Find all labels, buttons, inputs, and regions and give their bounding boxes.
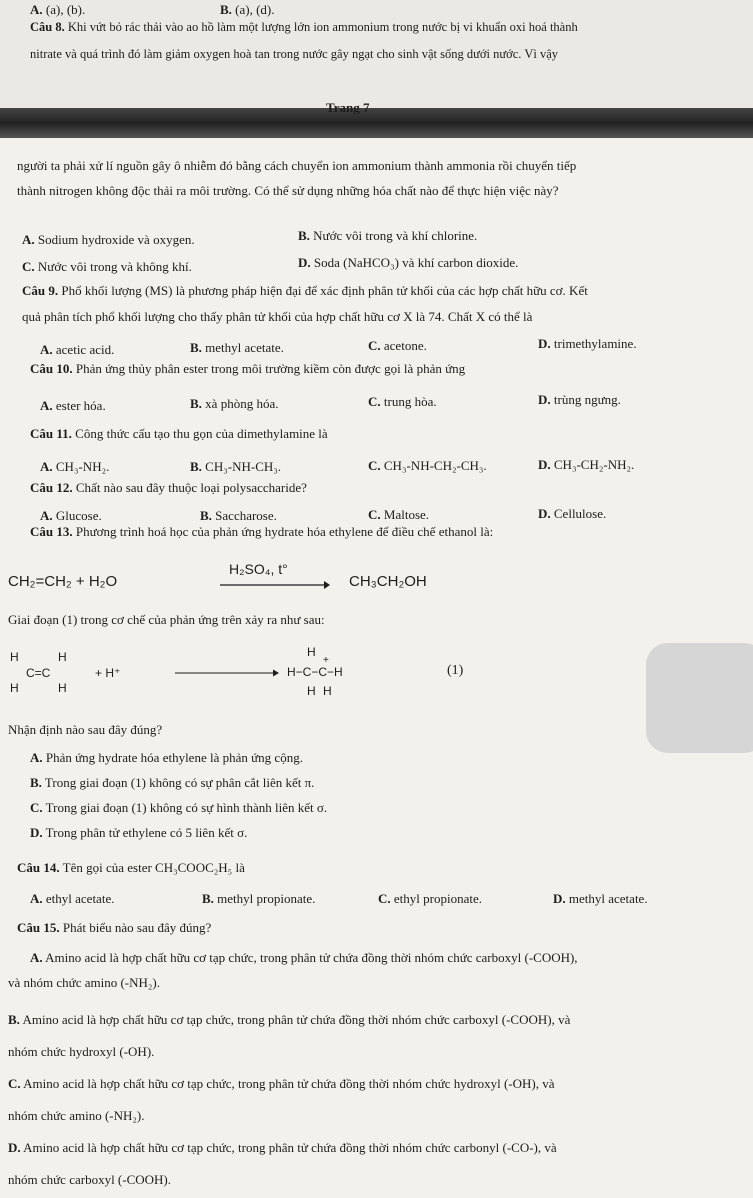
q15-option-d-line-2: nhóm chức carboxyl (-COOH). bbox=[8, 1172, 172, 1187]
q8-line-3: người ta phải xử lí nguồn gây ô nhiễm đó bằng cách chuyển ion ammonium thành ammonia rồi chuyển tiếp bbox=[17, 158, 577, 173]
q15-option-a-line-1: A. Amino acid là hợp chất hữu cơ tạp chức, trong phân tử chứa đồng thời nhóm chức carboxyl (-COOH), bbox=[30, 950, 578, 965]
proton-reagent: + H⁺ bbox=[95, 666, 121, 680]
prev-option-b: B. (a), (d). bbox=[220, 2, 275, 17]
q13-option-c: C. Trong giai đoạn (1) không có sự hình thành liên kết σ. bbox=[30, 800, 328, 815]
q15-line-1: Câu 15. Phát biểu nào sau đây đúng? bbox=[17, 920, 212, 935]
q11-option-c: C. CH₃-NH-CH₂-CH₃. bbox=[368, 458, 487, 473]
q10-option-b: B. xà phòng hóa. bbox=[190, 396, 279, 411]
page-number-label: Trang 7 bbox=[326, 100, 370, 115]
q9-line-2: quả phân tích phổ khối lượng cho thấy phân tử khối của hợp chất hữu cơ X là 74. Chất X có thể là bbox=[22, 309, 533, 324]
document-page: A. (a), (b). B. (a), (d). Câu 8. Khi vứt bỏ rác thải vào ao hồ làm một lượng lớn ion ammonium trong nước bị vi khuẩn oxi hoá thành nitrate và quá trình đó làm giảm oxygen hoà tan trong nước gây ngạt cho sinh vật sống dưới nước. Vì vậy Trang 7 người ta phải xử lí nguồn gây ô nhiễm đó bằng cách chuyển ion ammonium thành ammonia rồi chuyển tiếp thành nitrogen không độc thải ra môi trường. Có thể sử dụng những hóa chất nào để thực hiện việc này? A. Sodium hydroxide và oxygen. B. Nước vôi trong và khí chlorine. C. Nước vôi trong và không khí. D. Soda (NaHCO₃) và khí carbon dioxide. Câu 9. Phổ khối lượng (MS) là phương pháp hiện đại để xác định phân tử khối của các hợp chất hữu cơ. Kết quả phân tích phổ khối lượng cho thấy phân tử khối của hợp chất hữu cơ X là 74. Chất X có thể là A. acetic acid. B. methyl acetate. C. acetone. D. trimethylamine. Câu 10. Phản ứng thủy phân ester trong môi trường kiềm còn được gọi là phản ứng A. ester hóa. B. xà phòng hóa. C. trung hòa. D. trùng ngưng. Câu 11. Công thức cấu tạo thu gọn của dimethylamine là A. CH₃-NH₂. B. CH₃-NH-CH₃. C. CH₃-NH-CH₂-CH₃. D. CH₃-CH₂-NH₂. Câu 12. Chất nào sau đây thuộc loại polysaccharide? A. Glucose. B. Saccharose. C. Maltose. D. Cellulose. Câu 13. Phương trình hoá học của phản ứng hydrate hóa ethylene để điều chế ethanol là: CH₂=CH₂ + H₂O H₂SO₄, t° CH₃CH₂OH Giai đoạn (1) trong cơ chế của phản ứng trên xảy ra như sau: H H C=C H H + H⁺ H H−C−C−H + H H (1) Nhận định nào sau đây đúng? A. Phản ứng hydrate hóa ethylene là phản ứng cộng. B. Trong giai đoạn (1) không có sự phân cắt liên kết π. C. Trong giai đoạn (1) không có sự hình thành liên kết σ. D. Trong phân tử ethylene có 5 liên kết σ. Câu 14. Tên gọi của ester CH₃COOC₂H₅ là A. ethyl acetate. B. methyl propionate. C. ethyl propionate. D. methyl acetate. Câu 15. Phát biểu nào sau đây đúng? A. Amino acid là hợp chất hữu cơ tạp chức, trong phân tử chứa đồng thời nhóm chức carboxyl (-COOH), và nhóm chức amino (-NH₂). B. Amino acid là hợp chất hữu cơ tạp chức, trong phân tử chứa đồng thời nhóm chức carboxyl (-COOH), và nhóm chức hydroxyl (-OH). C. Amino acid là hợp chất hữu cơ tạp chức, trong phân tử chứa đồng thời nhóm chức hydroxyl (-OH), và nhóm chức amino (-NH₂). D. Amino acid là hợp chất hữu cơ tạp chức, trong phân tử chứa đồng thời nhóm chức carbonyl (-CO-), và nhóm chức carboxyl (-COOH). bbox=[0, 0, 753, 1198]
q9-line-1: Câu 9. Phổ khối lượng (MS) là phương pháp hiện đại để xác định phân tử khối của các hợp chất hữu cơ. Kết bbox=[22, 283, 588, 298]
q9-option-b: B. methyl acetate. bbox=[190, 340, 284, 355]
equation-reactants: CH₂=CH₂ + H₂O bbox=[8, 573, 118, 590]
q15-option-b-line-1: B. Amino acid là hợp chất hữu cơ tạp chức, trong phân tử chứa đồng thời nhóm chức carboxyl (-COOH), và bbox=[8, 1012, 571, 1027]
q14-option-d: D. methyl acetate. bbox=[553, 891, 648, 906]
q12-option-b: B. Saccharose. bbox=[200, 508, 277, 523]
page-divider-shadow bbox=[0, 108, 753, 138]
q12-option-c: C. Maltose. bbox=[368, 507, 430, 522]
q14-option-b: B. methyl propionate. bbox=[202, 891, 316, 906]
q11-option-d: D. CH₃-CH₂-NH₂. bbox=[538, 457, 635, 472]
q11-line-1: Câu 11. Công thức cấu tạo thu gọn của dimethylamine là bbox=[30, 426, 328, 441]
q8-option-c: C. Nước vôi trong và không khí. bbox=[22, 259, 192, 274]
q10-option-a: A. ester hóa. bbox=[40, 398, 106, 413]
q15-option-a-line-2: và nhóm chức amino (-NH₂). bbox=[8, 975, 161, 990]
q13-option-d: D. Trong phân tử ethylene có 5 liên kết σ. bbox=[30, 825, 248, 840]
mechanism-arrow-icon bbox=[175, 668, 279, 678]
q12-line-1: Câu 12. Chất nào sau đây thuộc loại polysaccharide? bbox=[30, 480, 307, 495]
q14-option-a: A. ethyl acetate. bbox=[30, 891, 115, 906]
q8-option-a: A. Sodium hydroxide và oxygen. bbox=[22, 232, 195, 247]
q10-option-d: D. trùng ngưng. bbox=[538, 392, 621, 407]
q13-question: Nhận định nào sau đây đúng? bbox=[8, 722, 163, 737]
q8-option-b: B. Nước vôi trong và khí chlorine. bbox=[298, 228, 478, 243]
q13-line-2: Giai đoạn (1) trong cơ chế của phản ứng trên xảy ra như sau: bbox=[8, 612, 325, 627]
equation-product: CH₃CH₂OH bbox=[349, 573, 427, 590]
step-label: (1) bbox=[447, 663, 464, 678]
q12-option-d: D. Cellulose. bbox=[538, 506, 607, 521]
q13-option-b: B. Trong giai đoạn (1) không có sự phân cắt liên kết π. bbox=[30, 775, 315, 790]
q14-option-c: C. ethyl propionate. bbox=[378, 891, 482, 906]
q15-option-c-line-2: nhóm chức amino (-NH₂). bbox=[8, 1108, 145, 1123]
q8-line-2: nitrate và quá trình đó làm giảm oxygen hoà tan trong nước gây ngạt cho sinh vật sống dưới nước. Vì vậy bbox=[30, 47, 559, 61]
q9-option-c: C. acetone. bbox=[368, 338, 427, 353]
q9-option-d: D. trimethylamine. bbox=[538, 336, 637, 351]
q10-option-c: C. trung hòa. bbox=[368, 394, 437, 409]
q15-option-b-line-2: nhóm chức hydroxyl (-OH). bbox=[8, 1044, 155, 1059]
q11-option-b: B. CH₃-NH-CH₃. bbox=[190, 459, 282, 474]
prev-option-a: A. (a), (b). bbox=[30, 2, 86, 17]
q14-line-1: Câu 14. Tên gọi của ester CH₃COOC₂H₅ là bbox=[17, 860, 245, 875]
q10-line-1: Câu 10. Phản ứng thủy phân ester trong môi trường kiềm còn được gọi là phản ứng bbox=[30, 361, 466, 376]
q9-option-a: A. acetic acid. bbox=[40, 342, 115, 357]
reaction-arrow-icon bbox=[220, 580, 330, 590]
q13-line-1: Câu 13. Phương trình hoá học của phản ứng hydrate hóa ethylene để điều chế ethanol là: bbox=[30, 524, 494, 539]
equation-conditions: H₂SO₄, t° bbox=[229, 561, 288, 577]
q15-option-d-line-1: D. Amino acid là hợp chất hữu cơ tạp chức, trong phân tử chứa đồng thời nhóm chức carbonyl (-CO-), và bbox=[8, 1140, 557, 1155]
q12-option-a: A. Glucose. bbox=[40, 508, 102, 523]
q15-option-c-line-1: C. Amino acid là hợp chất hữu cơ tạp chức, trong phân tử chứa đồng thời nhóm chức hydroxyl (-OH), và bbox=[8, 1076, 555, 1091]
q11-option-a: A. CH₃-NH₂. bbox=[40, 459, 110, 474]
q8-line-1: Câu 8. Khi vứt bỏ rác thải vào ao hồ làm một lượng lớn ion ammonium trong nước bị vi khuẩn oxi hoá thành bbox=[30, 20, 578, 34]
q13-option-a: A. Phản ứng hydrate hóa ethylene là phản ứng cộng. bbox=[30, 750, 303, 765]
q8-option-d: D. Soda (NaHCO₃) và khí carbon dioxide. bbox=[298, 255, 519, 270]
gray-overlay-card bbox=[646, 643, 753, 753]
q8-line-4: thành nitrogen không độc thải ra môi trường. Có thể sử dụng những hóa chất nào để thực hiện việc này? bbox=[17, 183, 559, 198]
